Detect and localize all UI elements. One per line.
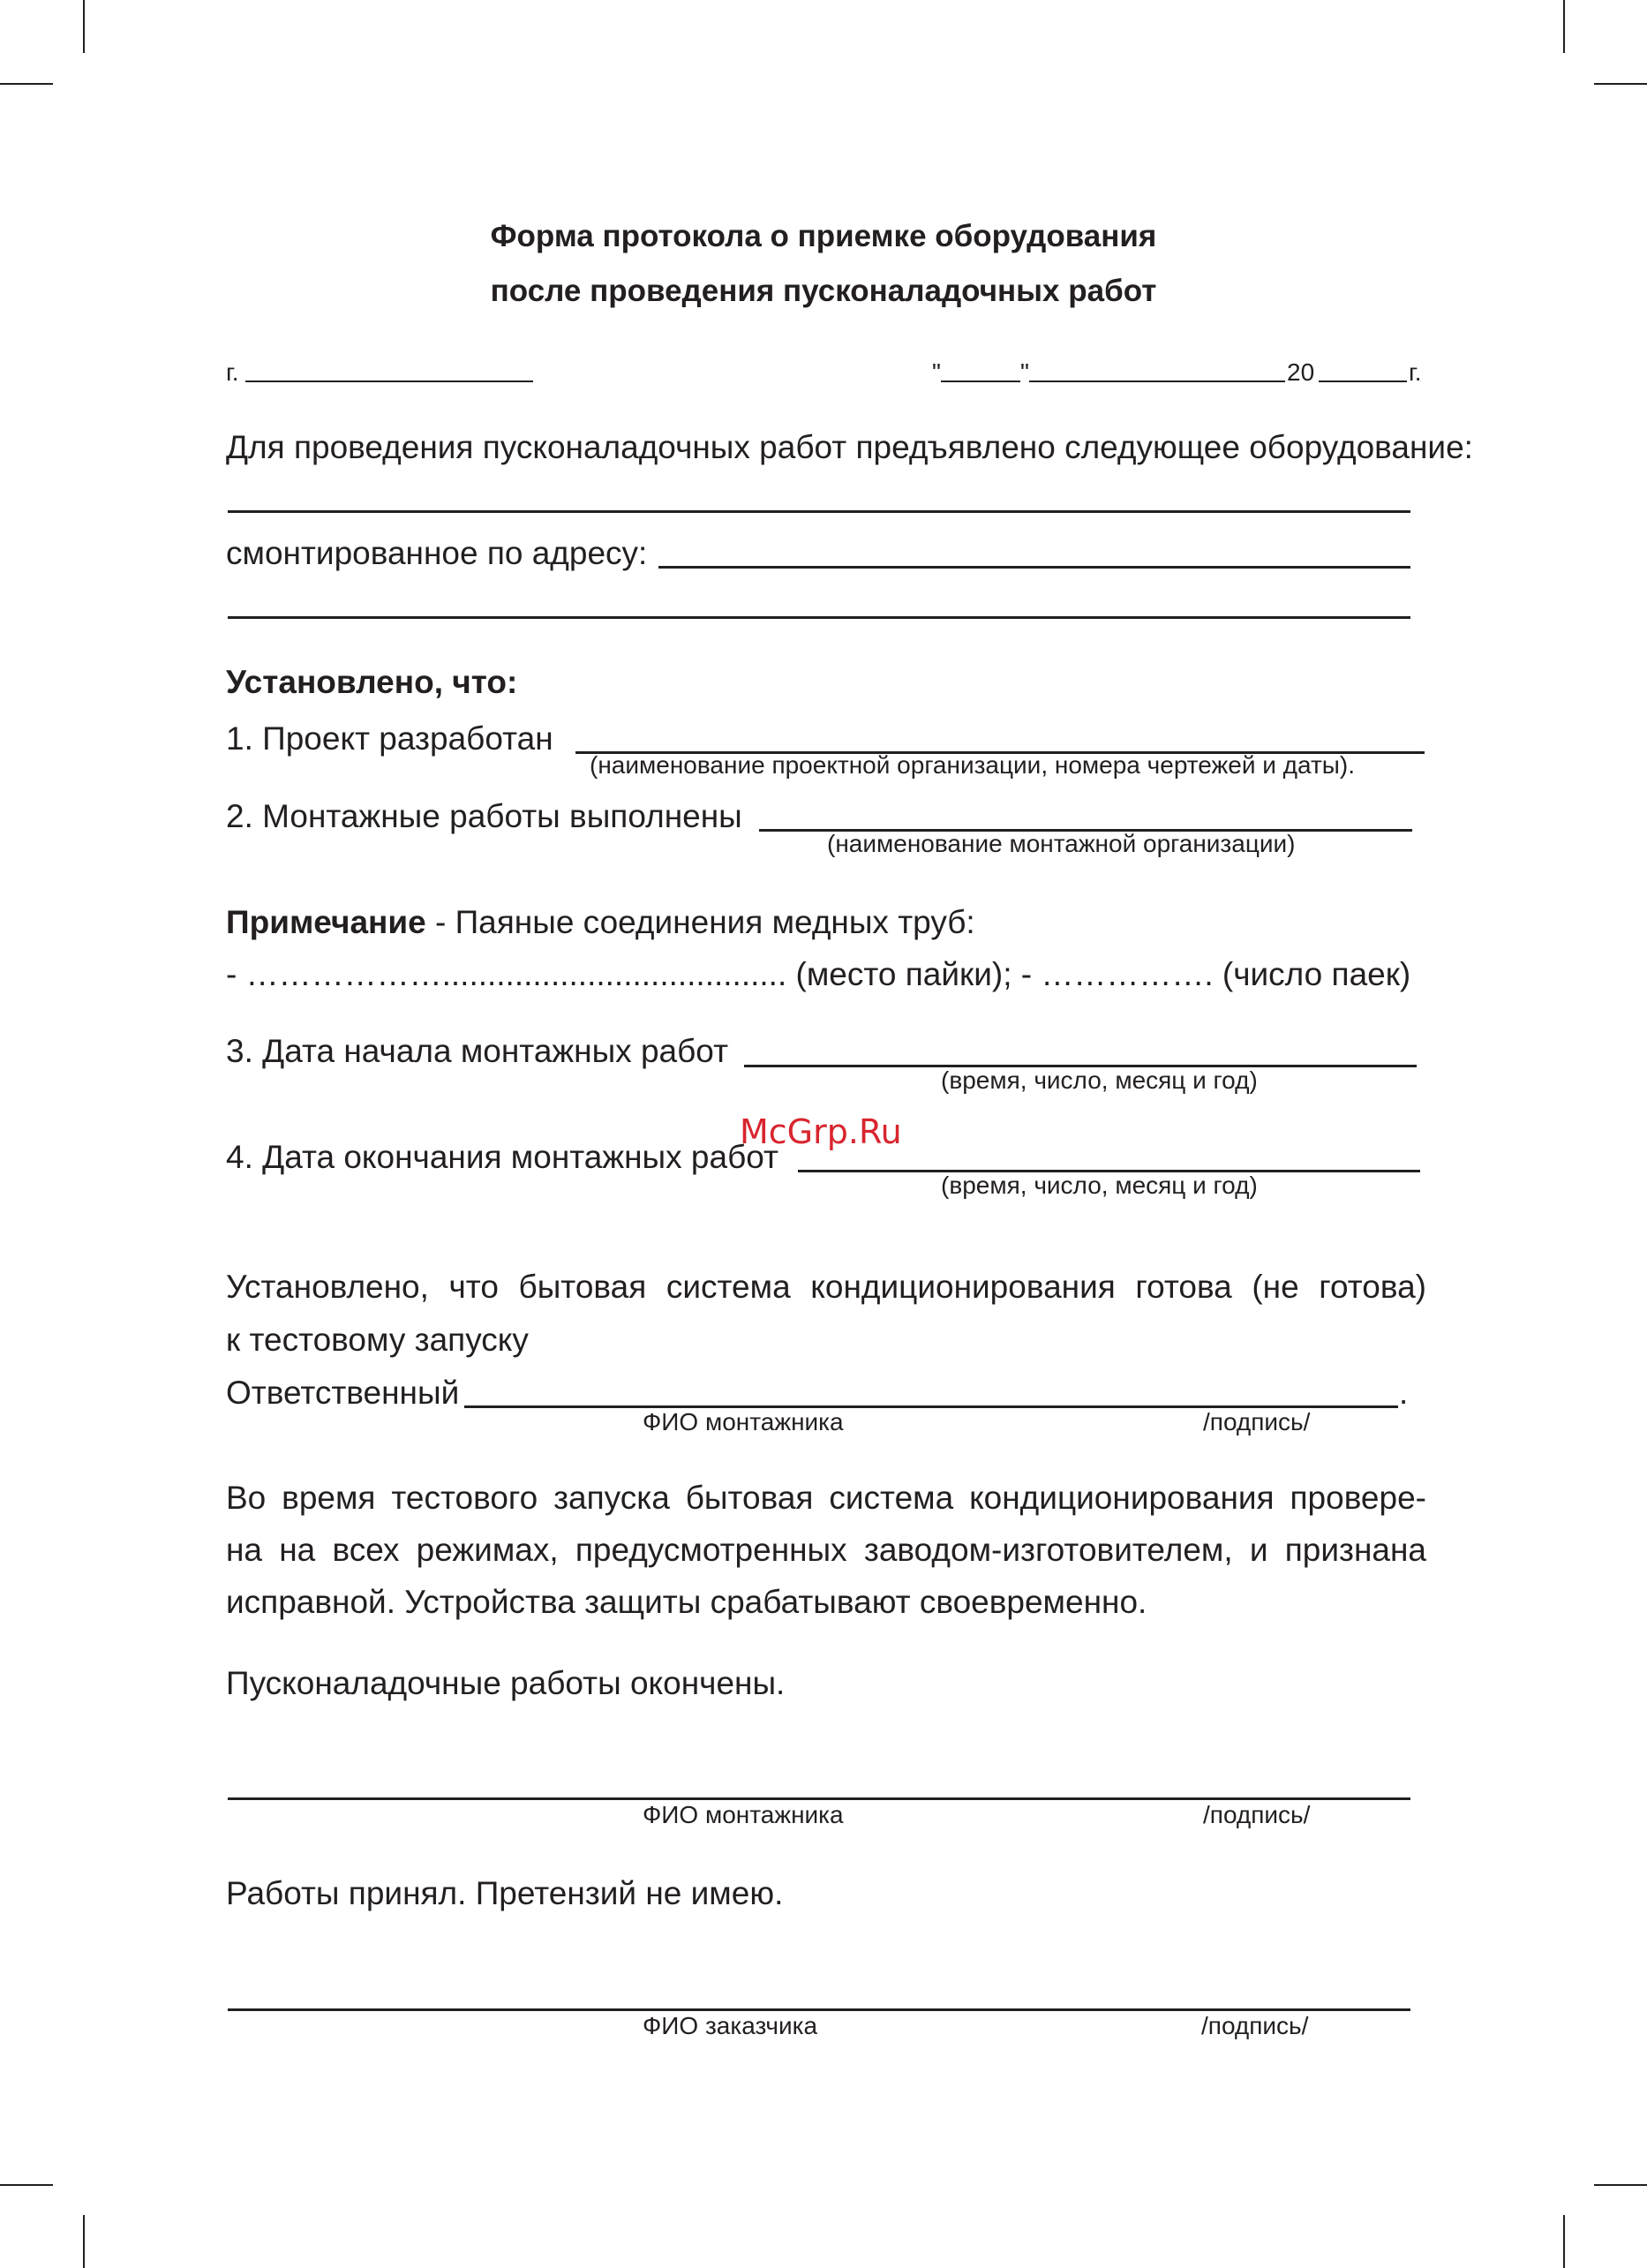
address-label: смонтированное по адресу: xyxy=(226,535,648,571)
customer-name-caption: ФИО заказчика xyxy=(643,2012,818,2039)
date-month-field[interactable] xyxy=(1029,381,1285,382)
responsible-dot: . xyxy=(1399,1375,1409,1411)
customer-signature-field[interactable] xyxy=(228,2008,1410,2011)
date-quote-close: " xyxy=(1020,358,1029,386)
date-year-prefix: 20 xyxy=(1287,358,1315,386)
place-field[interactable] xyxy=(245,381,533,382)
responsible-sign-caption: /подпись/ xyxy=(1203,1408,1311,1435)
crop-mark xyxy=(1563,0,1565,53)
date-quote-open: " xyxy=(932,358,941,386)
date-year-suffix: г. xyxy=(1409,358,1422,386)
works-accepted: Работы принял. Претензий не имею. xyxy=(226,1875,784,1911)
watermark: McGrp.Ru xyxy=(740,1112,902,1151)
ready-line1: Установлено, что бытовая система кондиционирования готова (не готова) xyxy=(226,1269,1426,1305)
item3-label: 3. Дата начала монтажных работ xyxy=(226,1033,729,1069)
item2-label: 2. Монтажные работы выполнены xyxy=(226,798,742,834)
test-paragraph-line2: на на всех режимах, предусмотренных заводом-изготовителем, и признана xyxy=(226,1532,1426,1568)
crop-mark xyxy=(1563,2215,1565,2268)
customer-sign-caption: /подпись/ xyxy=(1201,2012,1309,2039)
document-title-line2: после проведения пусконаладочных работ xyxy=(490,274,1157,308)
ready-line2: к тестовому запуску xyxy=(226,1322,529,1358)
address-field-continued[interactable] xyxy=(228,616,1410,619)
date-day-field[interactable] xyxy=(941,381,1020,382)
item4-label: 4. Дата окончания монтажных работ xyxy=(226,1139,778,1175)
note-text: - Паяные соединения медных труб: xyxy=(425,904,975,940)
equipment-field[interactable] xyxy=(228,510,1410,513)
responsible-name-caption: ФИО монтажника xyxy=(643,1408,844,1435)
crop-mark xyxy=(0,2184,53,2186)
crop-mark xyxy=(1594,83,1647,85)
item4-caption: (время, число, месяц и год) xyxy=(941,1172,1258,1199)
item1-caption: (наименование проектной организации, номера чертежей и даты). xyxy=(590,751,1356,779)
item2-caption: (наименование монтажной организации) xyxy=(827,830,1296,857)
crop-mark xyxy=(83,0,85,53)
item3-caption: (время, число, месяц и год) xyxy=(941,1066,1258,1094)
installer-name-caption: ФИО монтажника xyxy=(643,1801,844,1828)
established-heading: Установлено, что: xyxy=(226,664,518,700)
soldering-line: - ………………...................................... (место пайки); - ……………. (число паек) xyxy=(226,956,1411,992)
test-paragraph-line3: исправной. Устройства защиты срабатывают своевременно. xyxy=(226,1584,1147,1620)
item1-label: 1. Проект разработан xyxy=(226,720,553,757)
crop-mark xyxy=(1594,2184,1647,2186)
responsible-label: Ответственный xyxy=(226,1375,460,1411)
note-paragraph xyxy=(226,904,975,941)
equipment-intro: Для проведения пусконаладочных работ предъявлено следующее оборудование: xyxy=(226,429,1473,465)
test-paragraph-line1: Во время тестового запуска бытовая система кондиционирования провере- xyxy=(226,1480,1426,1516)
crop-mark xyxy=(0,83,53,85)
place-prefix: г. xyxy=(226,358,239,386)
installer-sign-caption: /подпись/ xyxy=(1203,1801,1311,1828)
works-finished: Пусконаладочные работы окончены. xyxy=(226,1665,786,1701)
crop-mark xyxy=(83,2215,85,2268)
document-title-line1: Форма протокола о приемке оборудования xyxy=(490,219,1157,253)
date-year-field[interactable] xyxy=(1319,381,1407,382)
note-label: Примечание xyxy=(226,904,426,940)
installer-signature-field[interactable] xyxy=(228,1797,1410,1800)
address-field[interactable] xyxy=(658,566,1410,569)
